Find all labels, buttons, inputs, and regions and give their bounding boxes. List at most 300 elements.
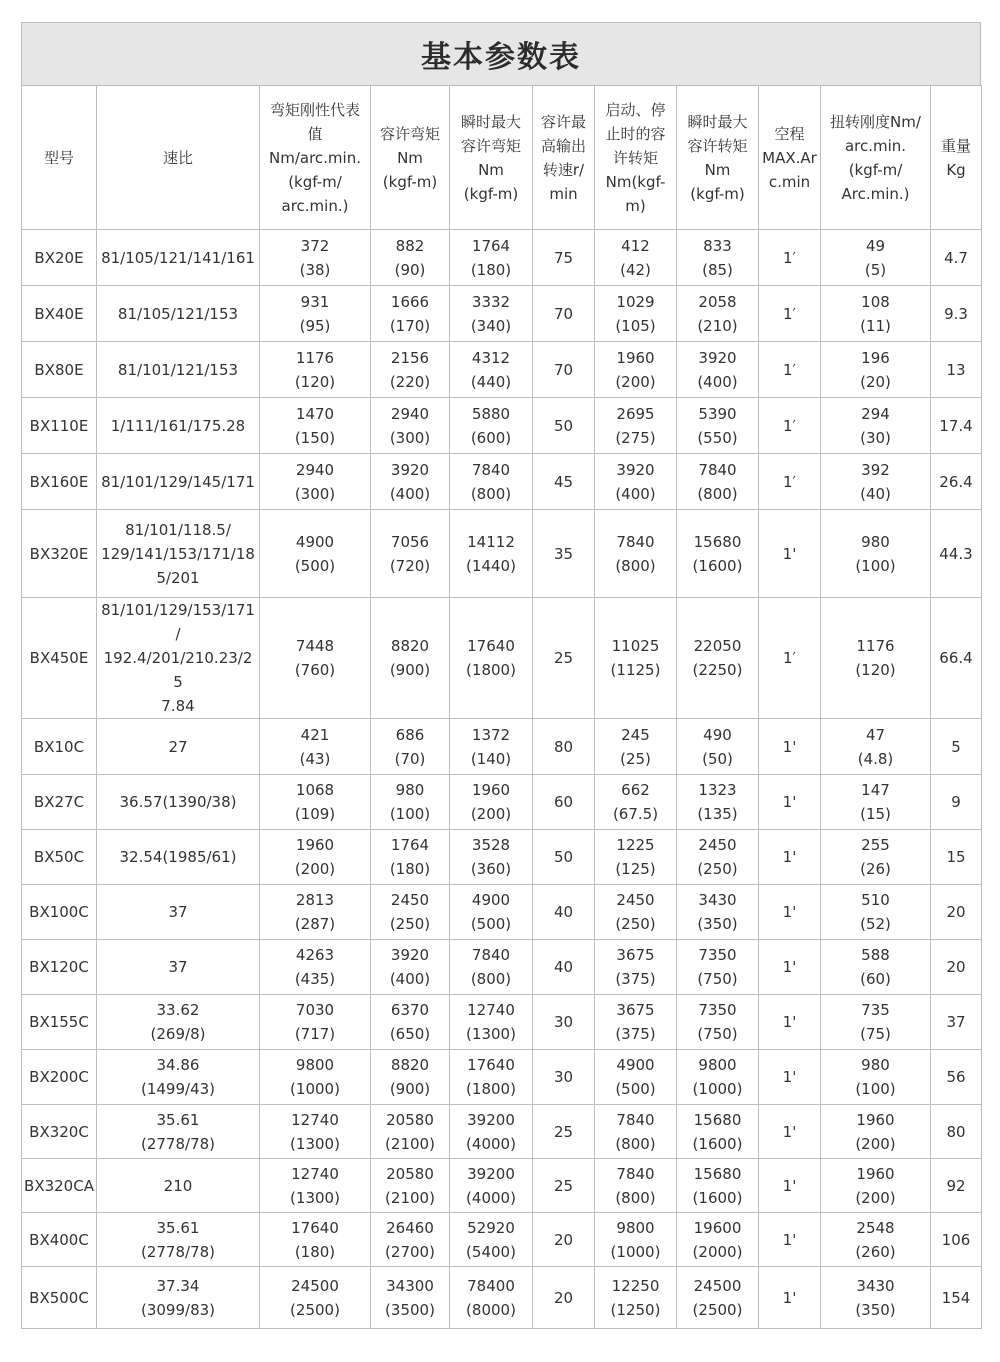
cell-line: 3920 xyxy=(616,460,655,479)
cell-line: 空程 xyxy=(774,124,805,143)
cell-ratio xyxy=(97,719,260,775)
cell-max-output-speed xyxy=(533,830,595,885)
cell-line: (2100) xyxy=(385,1134,435,1153)
cell-weight xyxy=(931,830,982,885)
cell-line: 1029 xyxy=(616,292,655,311)
cell-ratio xyxy=(97,885,260,940)
cell-line: 50 xyxy=(553,416,574,435)
table-row xyxy=(22,398,982,454)
cell-line: 7.84 xyxy=(161,697,195,715)
cell-weight xyxy=(931,995,982,1050)
cell-line: BX10C xyxy=(33,737,85,756)
cell-start-stop-torque xyxy=(595,454,677,510)
cell-line: 20 xyxy=(946,958,966,976)
cell-start-stop-torque xyxy=(595,830,677,885)
cell-line: 81/101/129/153/171 xyxy=(101,601,255,619)
cell-allowable-bending-moment xyxy=(371,940,450,995)
cell-line: (340) xyxy=(470,316,512,335)
cell-line: 9 xyxy=(951,793,961,811)
cell-line: 6370 xyxy=(390,1001,430,1019)
cell-line: 931 xyxy=(300,292,330,311)
cell-line: BX40E xyxy=(34,304,84,323)
cell-line: 1' xyxy=(782,903,797,921)
cell-weight xyxy=(931,1105,982,1159)
cell-line: 33.62 xyxy=(156,1001,200,1019)
parameter-sheet xyxy=(21,22,981,1329)
cell-line: 686 xyxy=(395,725,425,744)
cell-line: (900) xyxy=(389,661,431,679)
cell-line: 4900 xyxy=(471,891,511,909)
cell-momentary-max-bending-moment xyxy=(450,454,533,510)
cell-line: (50) xyxy=(702,749,733,768)
cell-line: (1600) xyxy=(692,1134,743,1153)
cell-torsional-stiffness xyxy=(821,598,931,719)
cell-weight xyxy=(931,230,982,286)
cell-line: 372 xyxy=(300,236,330,255)
cell-line: 20580 xyxy=(386,1110,434,1129)
cell-start-stop-torque xyxy=(595,995,677,1050)
table-row xyxy=(22,995,982,1050)
cell-torsional-stiffness xyxy=(821,940,931,995)
cell-weight xyxy=(931,775,982,830)
cell-model xyxy=(22,1105,97,1159)
cell-weight xyxy=(931,510,982,598)
cell-line: 9800 xyxy=(698,1056,737,1074)
cell-line: (170) xyxy=(389,316,431,335)
cell-momentary-max-torque xyxy=(677,342,759,398)
cell-momentary-max-bending-moment xyxy=(450,598,533,719)
cell-line: 7350 xyxy=(698,1001,737,1019)
cell-line: (95) xyxy=(299,316,331,335)
cell-allowable-bending-moment xyxy=(371,230,450,286)
cell-bending-stiffness xyxy=(260,719,371,775)
cell-line: (70) xyxy=(394,749,426,768)
cell-line: 3675 xyxy=(616,946,655,964)
cell-line: 9.3 xyxy=(944,304,968,323)
cell-line: (4.8) xyxy=(857,749,894,768)
cell-lost-motion xyxy=(759,454,821,510)
cell-torsional-stiffness xyxy=(821,510,931,598)
cell-line: 1′ xyxy=(783,304,796,323)
cell-torsional-stiffness xyxy=(821,230,931,286)
cell-momentary-max-bending-moment xyxy=(450,830,533,885)
cell-line: 弯矩刚性代表 xyxy=(269,100,360,119)
cell-line: 1' xyxy=(782,848,797,866)
cell-momentary-max-torque xyxy=(677,940,759,995)
cell-bending-stiffness xyxy=(260,598,371,719)
cell-line: 9800 xyxy=(295,1056,335,1074)
cell-bending-stiffness xyxy=(260,1213,371,1267)
cell-line: (3099/83) xyxy=(140,1300,216,1319)
cell-line: 3332 xyxy=(471,292,511,311)
cell-line: 1068 xyxy=(295,781,335,799)
header-momentary-max-bending-moment xyxy=(450,86,533,230)
cell-line: (375) xyxy=(615,1025,656,1043)
cell-ratio xyxy=(97,510,260,598)
cell-line: 5880 xyxy=(471,404,511,423)
cell-allowable-bending-moment xyxy=(371,454,450,510)
header-bending-stiffness xyxy=(260,86,371,230)
cell-line: 1764 xyxy=(390,836,430,854)
cell-ratio xyxy=(97,940,260,995)
cell-line: Nm xyxy=(704,160,731,179)
cell-line: 392 xyxy=(861,460,890,479)
cell-line: (120) xyxy=(294,372,336,391)
cell-allowable-bending-moment xyxy=(371,830,450,885)
cell-line: 1' xyxy=(782,958,797,976)
cell-max-output-speed xyxy=(533,230,595,286)
cell-start-stop-torque xyxy=(595,1267,677,1329)
cell-line: / xyxy=(175,625,181,643)
cell-line: arc.min.) xyxy=(281,196,349,215)
cell-line: (800) xyxy=(615,556,656,575)
cell-line: (200) xyxy=(294,860,336,878)
cell-torsional-stiffness xyxy=(821,1159,931,1213)
cell-torsional-stiffness xyxy=(821,775,931,830)
cell-line: 1176 xyxy=(295,348,335,367)
cell-momentary-max-bending-moment xyxy=(450,1105,533,1159)
cell-torsional-stiffness xyxy=(821,342,931,398)
cell-line: (2100) xyxy=(385,1188,435,1207)
cell-model xyxy=(22,454,97,510)
cell-start-stop-torque xyxy=(595,342,677,398)
cell-line: (1499/43) xyxy=(140,1080,216,1098)
cell-line: 32.54(1985/61) xyxy=(119,848,237,866)
cell-line: 2450 xyxy=(616,891,655,909)
cell-weight xyxy=(931,598,982,719)
cell-line: 1′ xyxy=(783,416,796,435)
cell-start-stop-torque xyxy=(595,885,677,940)
cell-max-output-speed xyxy=(533,885,595,940)
cell-line: (100) xyxy=(855,1080,896,1098)
table-row xyxy=(22,775,982,830)
cell-bending-stiffness xyxy=(260,885,371,940)
cell-momentary-max-bending-moment xyxy=(450,1159,533,1213)
cell-line: 1′ xyxy=(783,649,796,667)
cell-line: 22050 xyxy=(693,637,742,655)
cell-line: BX160E xyxy=(29,472,89,491)
cell-line: 容许弯矩 xyxy=(379,124,440,143)
cell-line: (400) xyxy=(615,484,656,503)
cell-line: (140) xyxy=(470,749,512,768)
cell-line: 15 xyxy=(946,848,966,866)
cell-ratio xyxy=(97,830,260,885)
cell-momentary-max-torque xyxy=(677,598,759,719)
cell-line: 11025 xyxy=(611,637,660,655)
cell-ratio xyxy=(97,398,260,454)
header-max-output-speed xyxy=(533,86,595,230)
cell-line: 35 xyxy=(553,544,574,563)
cell-line: 15680 xyxy=(693,1110,742,1129)
header-momentary-max-torque xyxy=(677,86,759,230)
cell-line: 34.86 xyxy=(156,1056,200,1074)
table-row xyxy=(22,342,982,398)
cell-model xyxy=(22,398,97,454)
cell-line: 2156 xyxy=(390,348,430,367)
cell-line: BX120C xyxy=(29,958,89,976)
cell-line: (8000) xyxy=(466,1300,516,1319)
cell-line: (760) xyxy=(294,661,336,679)
cell-line: (100) xyxy=(389,805,431,823)
cell-weight xyxy=(931,1159,982,1213)
cell-max-output-speed xyxy=(533,719,595,775)
cell-bending-stiffness xyxy=(260,510,371,598)
cell-line: 80 xyxy=(946,1122,966,1141)
cell-line: 510 xyxy=(861,891,890,909)
cell-line: 27 xyxy=(168,737,188,756)
cell-line: 3920 xyxy=(698,348,737,367)
cell-line: 扭转刚度Nm/ xyxy=(830,112,921,131)
cell-model xyxy=(22,230,97,286)
cell-bending-stiffness xyxy=(260,230,371,286)
cell-line: 5390 xyxy=(698,404,737,423)
cell-model xyxy=(22,1050,97,1105)
cell-bending-stiffness xyxy=(260,1159,371,1213)
cell-line: (717) xyxy=(294,1025,336,1043)
cell-model xyxy=(22,940,97,995)
cell-line: (300) xyxy=(389,428,431,447)
cell-line: 30 xyxy=(553,1068,574,1086)
cell-max-output-speed xyxy=(533,454,595,510)
cell-line: (67.5) xyxy=(612,805,659,823)
cell-line: (200) xyxy=(470,805,512,823)
cell-momentary-max-torque xyxy=(677,1159,759,1213)
cell-line: 192.4/201/210.23/25 xyxy=(103,649,253,691)
cell-line: 662 xyxy=(621,781,650,799)
cell-line: (180) xyxy=(470,260,512,279)
cell-bending-stiffness xyxy=(260,1105,371,1159)
cell-bending-stiffness xyxy=(260,342,371,398)
cell-line: (200) xyxy=(855,1188,896,1207)
cell-line: 37 xyxy=(168,958,188,976)
cell-line: 14112 xyxy=(467,532,515,551)
cell-line: 108 xyxy=(861,292,890,311)
cell-line: 106 xyxy=(941,1230,971,1249)
cell-line: 3430 xyxy=(698,891,737,909)
cell-momentary-max-torque xyxy=(677,1105,759,1159)
cell-line: (200) xyxy=(855,1134,896,1153)
cell-line: 24500 xyxy=(693,1276,742,1295)
cell-line: Nm(kgf- xyxy=(605,172,666,191)
cell-line: (1800) xyxy=(466,1080,516,1098)
cell-model xyxy=(22,510,97,598)
cell-line: (90) xyxy=(394,260,426,279)
cell-line: (500) xyxy=(294,556,336,575)
table-row xyxy=(22,885,982,940)
cell-line: (1800) xyxy=(466,661,516,679)
cell-momentary-max-bending-moment xyxy=(450,1050,533,1105)
cell-line: (15) xyxy=(860,805,891,823)
cell-line: (105) xyxy=(615,316,656,335)
cell-line: 9800 xyxy=(616,1218,655,1237)
cell-allowable-bending-moment xyxy=(371,1159,450,1213)
cell-line: 3675 xyxy=(616,1001,655,1019)
cell-line: (11) xyxy=(860,316,891,335)
cell-line: 40 xyxy=(553,958,574,976)
cell-line: (43) xyxy=(299,749,331,768)
cell-start-stop-torque xyxy=(595,775,677,830)
cell-line: (1000) xyxy=(692,1080,743,1098)
cell-line: (260) xyxy=(855,1242,896,1261)
cell-momentary-max-torque xyxy=(677,1050,759,1105)
cell-allowable-bending-moment xyxy=(371,1267,450,1329)
cell-line: 255 xyxy=(861,836,890,854)
cell-momentary-max-torque xyxy=(677,830,759,885)
cell-line: (250) xyxy=(389,915,431,933)
cell-bending-stiffness xyxy=(260,1050,371,1105)
cell-bending-stiffness xyxy=(260,830,371,885)
cell-bending-stiffness xyxy=(260,940,371,995)
cell-line: 1' xyxy=(782,793,797,811)
cell-line: 4900 xyxy=(295,532,335,551)
cell-line: 转速r/ xyxy=(542,160,585,179)
cell-line: (550) xyxy=(697,428,738,447)
cell-line: (2778/78) xyxy=(140,1242,216,1261)
table-row xyxy=(22,830,982,885)
cell-line: 1′ xyxy=(783,360,796,379)
cell-line: Nm xyxy=(397,148,423,167)
cell-line: 8820 xyxy=(390,637,430,655)
cell-line: 294 xyxy=(861,404,890,423)
cell-line: (400) xyxy=(389,970,431,988)
cell-line: (440) xyxy=(470,372,512,391)
cell-line: 882 xyxy=(395,236,425,255)
cell-line: 12740 xyxy=(291,1164,339,1183)
table-row xyxy=(22,1050,982,1105)
cell-line: (38) xyxy=(299,260,331,279)
cell-line: 容许弯矩 xyxy=(460,136,521,155)
cell-line: (52) xyxy=(860,915,891,933)
cell-line: (kgf-m) xyxy=(690,184,745,203)
cell-line: 13 xyxy=(946,360,966,379)
header-start-stop-torque xyxy=(595,86,677,230)
cell-ratio xyxy=(97,1159,260,1213)
cell-line: (2250) xyxy=(692,661,743,679)
header-weight xyxy=(931,86,982,230)
cell-line: 26460 xyxy=(386,1218,434,1237)
cell-line: BX50C xyxy=(33,848,85,866)
cell-line: 30 xyxy=(553,1013,574,1031)
cell-ratio xyxy=(97,598,260,719)
cell-line: 许转矩 xyxy=(612,148,658,167)
cell-start-stop-torque xyxy=(595,286,677,342)
cell-line: 值 xyxy=(307,124,323,143)
cell-line: (kgf-m/ xyxy=(848,160,903,179)
cell-bending-stiffness xyxy=(260,398,371,454)
cell-line: 8820 xyxy=(390,1056,430,1074)
cell-line: (350) xyxy=(855,1300,896,1319)
cell-line: (750) xyxy=(697,1025,738,1043)
cell-line: 39200 xyxy=(467,1110,515,1129)
cell-line: 17640 xyxy=(291,1218,339,1237)
cell-line: (220) xyxy=(389,372,431,391)
cell-line: (435) xyxy=(294,970,336,988)
cell-line: BX155C xyxy=(29,1013,89,1031)
cell-line: (300) xyxy=(294,484,336,503)
cell-line: 7840 xyxy=(616,1164,655,1183)
table-row xyxy=(22,1105,982,1159)
cell-line: 1' xyxy=(782,544,797,563)
header-lost-motion xyxy=(759,86,821,230)
cell-line: 833 xyxy=(703,236,732,255)
cell-line: (400) xyxy=(697,372,738,391)
cell-line: 4312 xyxy=(471,348,511,367)
cell-line: (250) xyxy=(615,915,656,933)
cell-allowable-bending-moment xyxy=(371,995,450,1050)
cell-line: min xyxy=(549,184,578,203)
cell-line: 7840 xyxy=(616,532,655,551)
cell-torsional-stiffness xyxy=(821,830,931,885)
cell-line: 45 xyxy=(553,472,574,491)
cell-line: 39200 xyxy=(467,1164,515,1183)
cell-line: (750) xyxy=(697,970,738,988)
cell-line: 19600 xyxy=(693,1218,742,1237)
header-row xyxy=(22,86,982,230)
cell-momentary-max-torque xyxy=(677,398,759,454)
cell-line: 12740 xyxy=(291,1110,339,1129)
cell-line: 12740 xyxy=(467,1001,515,1019)
cell-allowable-bending-moment xyxy=(371,510,450,598)
table-row xyxy=(22,286,982,342)
cell-line: 147 xyxy=(861,781,890,799)
cell-line: 1' xyxy=(782,1068,797,1086)
cell-line: 66.4 xyxy=(939,649,973,667)
cell-ratio xyxy=(97,1267,260,1329)
cell-momentary-max-bending-moment xyxy=(450,885,533,940)
cell-line: (800) xyxy=(470,970,512,988)
table-row xyxy=(22,1213,982,1267)
cell-line: 92 xyxy=(946,1176,966,1195)
cell-line: 17.4 xyxy=(939,416,973,435)
cell-line: (1000) xyxy=(290,1080,340,1098)
cell-line: 24500 xyxy=(291,1276,339,1295)
cell-line: (5) xyxy=(864,260,887,279)
cell-line: 3920 xyxy=(390,460,430,479)
cell-max-output-speed xyxy=(533,286,595,342)
cell-model xyxy=(22,885,97,940)
cell-momentary-max-torque xyxy=(677,719,759,775)
cell-start-stop-torque xyxy=(595,598,677,719)
cell-line: (800) xyxy=(697,484,738,503)
table-row xyxy=(22,598,982,719)
cell-line: 735 xyxy=(861,1001,890,1019)
cell-line: 75 xyxy=(553,248,574,267)
cell-line: 70 xyxy=(553,304,574,323)
cell-line: 启动、停 xyxy=(605,100,666,119)
cell-line: 210 xyxy=(163,1176,193,1195)
cell-line: 80 xyxy=(553,737,574,756)
cell-line: (350) xyxy=(697,915,738,933)
cell-line: Kg xyxy=(946,160,966,179)
cell-bending-stiffness xyxy=(260,286,371,342)
cell-line: 20580 xyxy=(386,1164,434,1183)
cell-line: 7056 xyxy=(390,532,430,551)
cell-line: 2058 xyxy=(698,292,737,311)
cell-lost-motion xyxy=(759,1159,821,1213)
cell-line: 1470 xyxy=(295,404,335,423)
cell-line: (2500) xyxy=(290,1300,340,1319)
cell-line: (1600) xyxy=(692,1188,743,1207)
cell-line: (60) xyxy=(860,970,891,988)
cell-torsional-stiffness xyxy=(821,286,931,342)
cell-lost-motion xyxy=(759,286,821,342)
cell-line: (1250) xyxy=(610,1300,661,1319)
cell-allowable-bending-moment xyxy=(371,1213,450,1267)
cell-model xyxy=(22,342,97,398)
cell-momentary-max-bending-moment xyxy=(450,510,533,598)
header-torsional-stiffness xyxy=(821,86,931,230)
cell-line: (900) xyxy=(389,1080,431,1098)
